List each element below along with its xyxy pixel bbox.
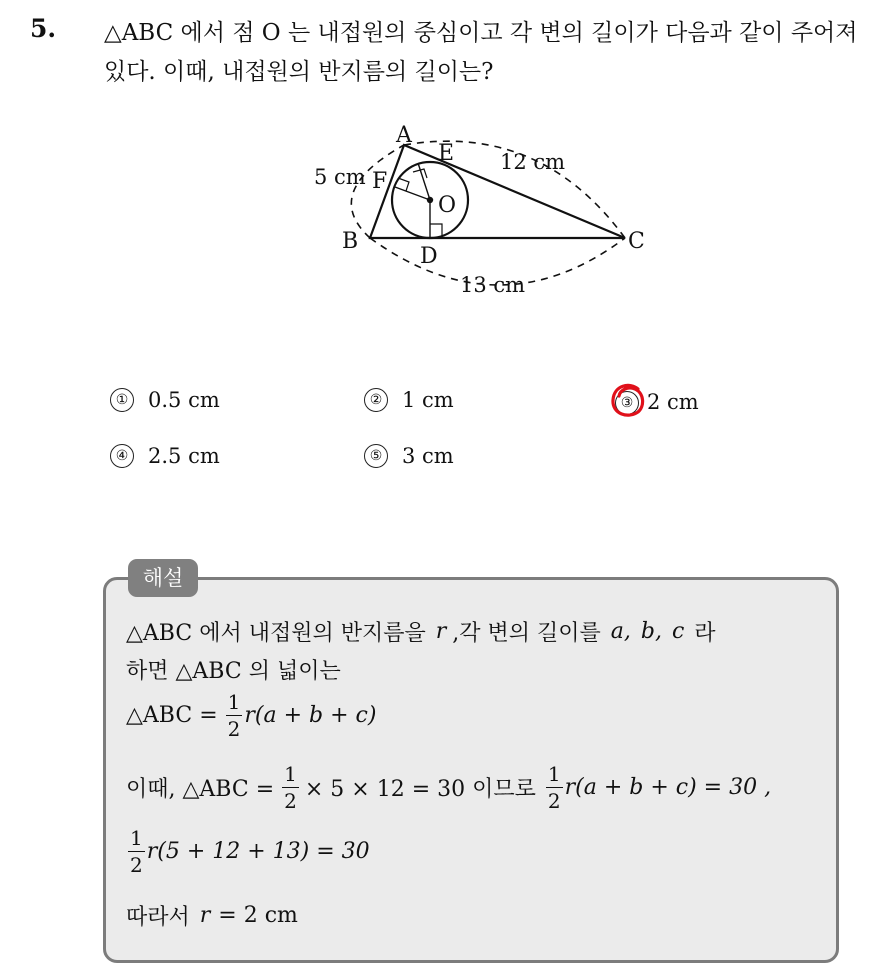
sol3-fraction [226, 692, 243, 739]
choice-1-number: ① [110, 388, 134, 412]
sol5-num: 1 [130, 826, 143, 850]
choice-2-number: ② [364, 388, 388, 412]
choice-5-text: 3 cm [402, 444, 454, 468]
right-angle-e [413, 169, 427, 178]
choice-3-text: 2 cm [647, 389, 699, 414]
choice-3-number: ③ [615, 391, 639, 415]
choice-4-text: 2.5 cm [148, 444, 220, 468]
sol1-b: b, [640, 619, 662, 644]
choice-3[interactable] [615, 388, 699, 415]
sol1-a: a, [610, 619, 631, 644]
choice-4-number: ④ [110, 444, 134, 468]
choice-2-text: 1 cm [402, 388, 454, 412]
solution-line-1 [126, 616, 716, 647]
sol4-pre: 이때, △ABC = [126, 777, 275, 802]
sol5-den: 2 [130, 853, 143, 877]
sol6-pre: 따라서 [126, 905, 190, 930]
choice-1[interactable] [110, 388, 220, 412]
triangle-diagram [300, 112, 660, 302]
label-side-ac: 12 cm [500, 150, 566, 174]
sol3-lhs: △ABC = [126, 703, 218, 728]
sol3-rhs: r(a + b + c) [244, 703, 377, 728]
label-side-ab: 5 cm [314, 165, 366, 189]
solution-tag: 해설 [128, 559, 198, 597]
question-number: 5. [30, 14, 57, 43]
triangle-figure [300, 112, 660, 306]
label-e: E [438, 141, 455, 166]
sol4-den2: 2 [547, 789, 561, 813]
sol4-num: 1 [284, 762, 297, 786]
label-f: F [372, 169, 388, 194]
sol6-rhs: = 2 cm [218, 903, 298, 928]
sol1-mid: ,각 변의 길이를 [452, 621, 601, 646]
solution-line-4 [126, 764, 771, 811]
sol3-num: 1 [227, 690, 241, 714]
sol4-rhs: r(a + b + c) = 30 , [564, 775, 772, 800]
choice-2[interactable] [364, 388, 454, 412]
selected-answer-mark [608, 381, 648, 421]
sol5-fraction [128, 828, 145, 875]
sol4-num2: 1 [547, 762, 561, 786]
sol4-den: 2 [284, 789, 297, 813]
label-o: O [438, 193, 457, 218]
label-c: C [628, 229, 645, 254]
sol3-den: 2 [227, 717, 241, 741]
sol4-fraction-2 [546, 764, 563, 811]
sol6-r: r [199, 903, 211, 928]
question-text: △ABC 에서 점 O 는 내접원의 중심이고 각 변의 길이가 다음과 같이 주어져있다. 이때, 내접원의 반지름의 길이는? [104, 20, 858, 85]
sol1-pre: △ABC 에서 내접원의 반지름을 [126, 621, 426, 646]
solution-line-2: 하면 △ABC 의 넓이는 [126, 659, 341, 684]
sol1-post: 라 [694, 621, 716, 646]
solution-line-5 [126, 828, 370, 875]
solution-line-6 [126, 900, 298, 931]
radius-of [395, 187, 430, 200]
sol5-rhs: r(5 + 12 + 13) = 30 [146, 839, 370, 864]
sol4-fraction-1 [282, 764, 299, 811]
sol1-c: c [671, 619, 685, 644]
sol1-r: r [435, 619, 447, 644]
label-side-bc: 13 cm [460, 273, 526, 297]
solution-line-3 [126, 692, 376, 739]
choice-4[interactable] [110, 444, 220, 468]
label-d: D [420, 244, 438, 269]
label-b: B [342, 229, 359, 254]
choice-5[interactable] [364, 444, 454, 468]
choice-5-number: ⑤ [364, 444, 388, 468]
label-a: A [396, 123, 412, 148]
choice-1-text: 0.5 cm [148, 388, 220, 412]
sol4-mid: × 5 × 12 = 30 이므로 [304, 777, 536, 802]
